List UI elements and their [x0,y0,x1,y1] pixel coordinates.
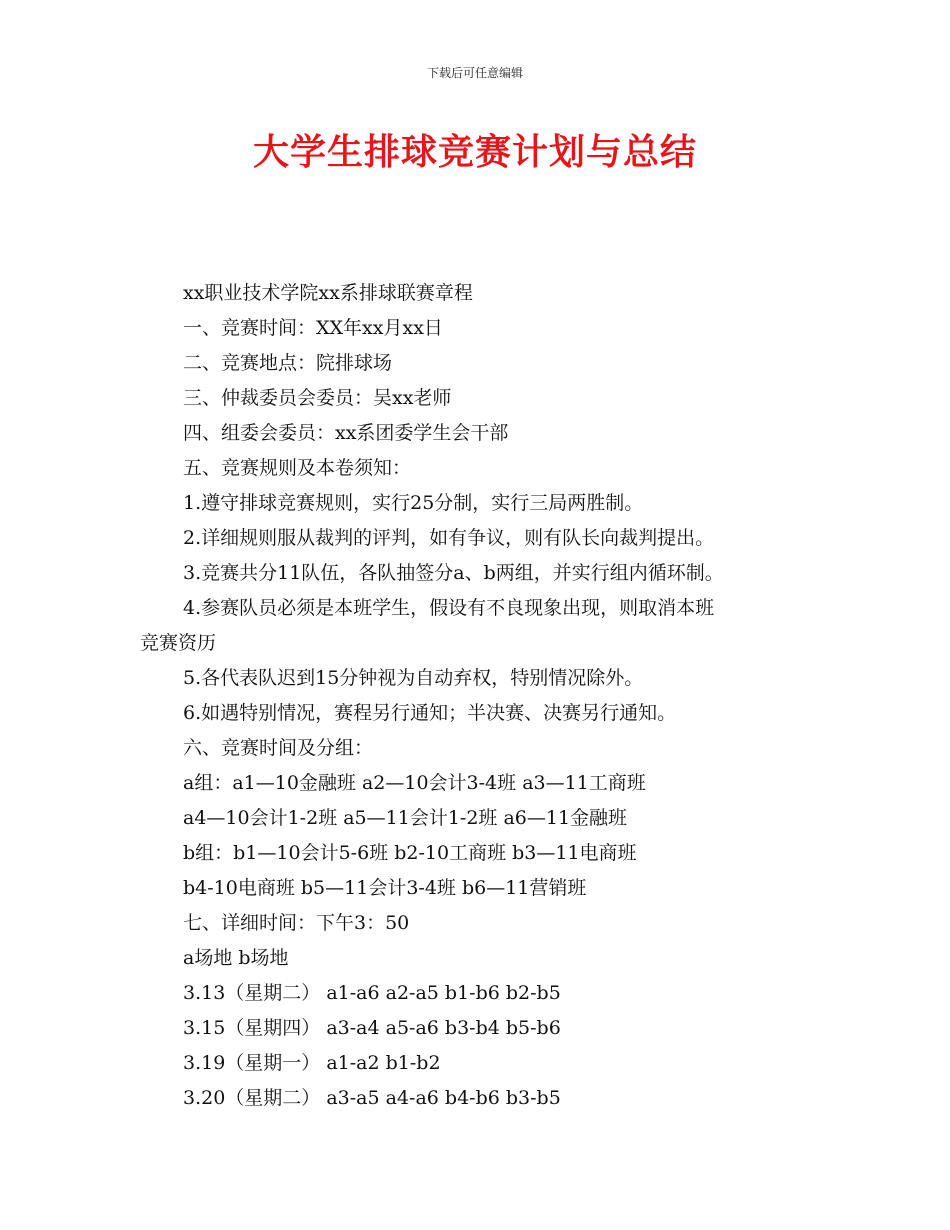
header-note: 下载后可任意编辑 [426,66,523,80]
document-title: 大学生排球竞赛计划与总结 [252,131,697,173]
group-b-line-1: b组：b1—10会计5-6班 b2-10工商班 b3—11电商班 [183,842,637,864]
section-groups: 六、竞赛时间及分组： [183,737,374,759]
schedule-row: 3.15（星期四） a3-a4 a5-a6 b3-b4 b5-b6 [183,1017,561,1039]
rule-2: 2.详细规则服从裁判的评判，如有争议，则有队长向裁判提出。 [183,527,715,549]
schedule-row: 3.20（星期二） a3-a5 a4-a6 b4-b6 b3-b5 [183,1087,561,1109]
section-venue: 二、竞赛地点：院排球场 [183,352,393,374]
schedule-row: 3.19（星期一） a1-a2 b1-b2 [183,1052,441,1074]
section-schedule: 七、详细时间：下午3：50 [183,912,410,934]
rule-3: 3.竞赛共分11队伍，各队抽签分a、b两组，并实行组内循环制。 [183,562,724,584]
section-committee: 四、组委会委员：xx系团委学生会干部 [183,422,509,444]
schedule-row: 3.13（星期二） a1-a6 a2-a5 b1-b6 b2-b5 [183,982,561,1004]
rule-6: 6.如遇特别情况，赛程另行通知；半决赛、决赛另行通知。 [183,702,677,724]
rule-4-continued: 竞赛资历 [140,632,217,654]
charter-heading: xx职业技术学院xx系排球联赛章程 [183,282,473,304]
group-b-line-2: b4-10电商班 b5—11会计3-4班 b6—11营销班 [183,877,587,899]
section-arbitration: 三、仲裁委员会委员：吴xx老师 [183,387,452,409]
group-a-line-2: a4—10会计1-2班 a5—11会计1-2班 a6—11金融班 [183,807,628,829]
schedule-venues: a场地 b场地 [183,947,289,969]
group-a-line-1: a组：a1—10金融班 a2—10会计3-4班 a3—11工商班 [183,772,646,794]
section-rules: 五、竞赛规则及本卷须知： [183,457,412,479]
rule-5: 5.各代表队迟到15分钟视为自动弃权，特别情况除外。 [183,667,644,689]
rule-1: 1.遵守排球竞赛规则，实行25分制，实行三局两胜制。 [183,492,644,514]
section-time: 一、竞赛时间：XX年xx月xx日 [183,317,443,339]
document-body [140,276,820,1116]
rule-4: 4.参赛队员必须是本班学生，假设有不良现象出现，则取消本班 [183,597,715,619]
